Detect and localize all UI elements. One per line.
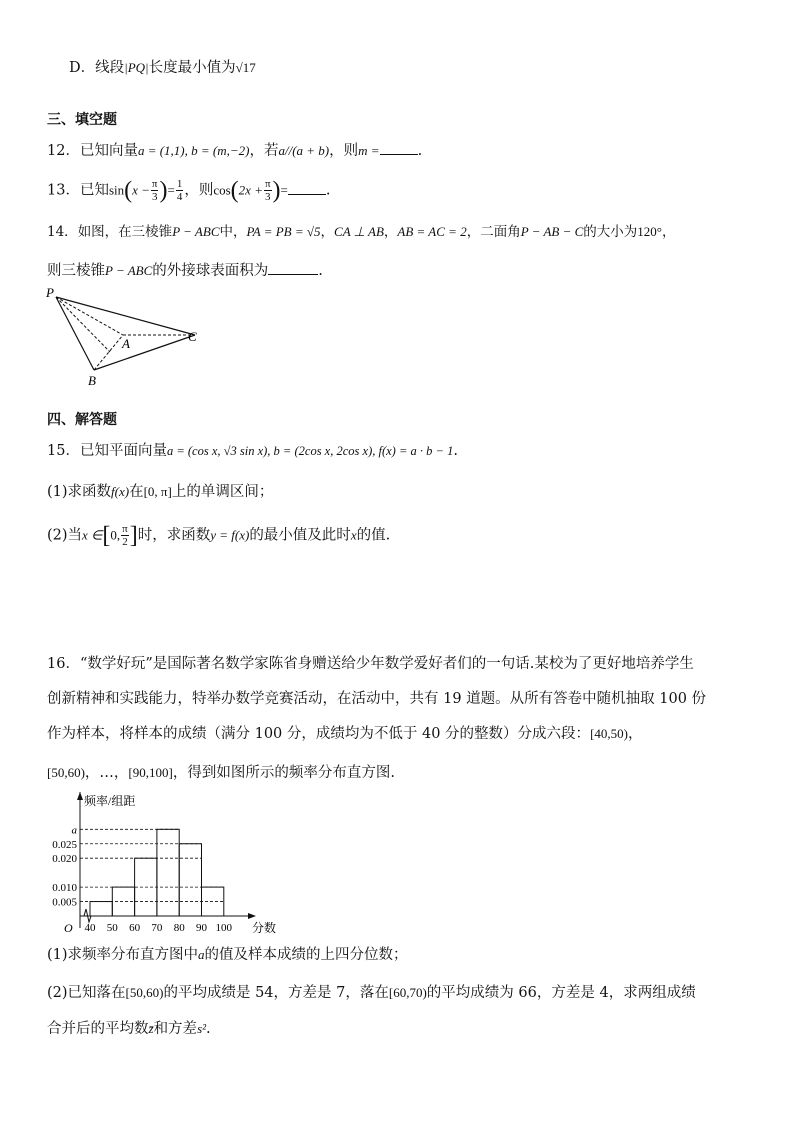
x-axis-label: 分数	[252, 921, 277, 935]
frac-pi-3-b: $\frac{\pi}{3}$	[264, 178, 271, 203]
y-axis-label: 频率/组距	[84, 794, 136, 808]
q11-option-d: D．线段|PQ|长度最小值为√17	[69, 60, 256, 76]
question-15: 15．已知平面向量a = (cos x, √3 sin x), b = (2cos x, 2cos x), f(x) = a · b − 1.	[47, 443, 458, 459]
question-12: 12．已知向量a = (1,1), b = (m,−2)，若a//(a + b)，则m = .	[47, 140, 422, 161]
question-16-part1: (1)求频率分布直方图中a的值及样本成绩的上四分位数；	[47, 947, 408, 963]
label-p: P	[46, 285, 54, 300]
x-tick-label: 50	[106, 922, 118, 934]
histogram-bar	[90, 902, 112, 916]
y-tick-label: 0.020	[52, 853, 77, 866]
label-c: C	[188, 329, 197, 344]
section-4-title: 四、解答题	[47, 412, 117, 428]
question-16-line2: 创新精神和实践能力，特举办数学竞赛活动，在活动中，共有 19 道题。从所有答卷中随机抽取 100 份	[47, 691, 707, 707]
y-tick-label: a	[71, 824, 77, 837]
question-16-part3: 合并后的平均数z̄和方差s².	[47, 1021, 211, 1037]
aux-line	[56, 297, 110, 352]
x-tick-label: 80	[173, 922, 185, 934]
question-15-part2: (2)当x ∈[0, $\frac{\pi}{2}$ ]时，求函数y = f(x)的最小值及此时x的值.	[47, 522, 391, 549]
x-tick-label: 70	[151, 922, 163, 934]
frac-1-4: $\frac{1}{4}$	[176, 178, 183, 203]
section-3-title: 三、填空题	[47, 112, 117, 128]
label-a: A	[122, 336, 130, 351]
question-14-line2: 则三棱锥P − ABC的外接球表面积为 .	[47, 260, 323, 281]
histogram-bar	[157, 829, 179, 916]
question-13: 13．已知sin(x − $\frac{\pi}{3}$ )= $\frac{1}{4}$ ，则cos(2x + $\frac{\pi}{3}$ )= .	[47, 177, 331, 204]
y-tick-label: 0.005	[52, 896, 77, 909]
tetrahedron-figure	[40, 284, 215, 390]
origin-label: O	[64, 921, 73, 935]
x-tick-label: 90	[196, 922, 207, 934]
question-14-line1: 14．如图，在三棱锥P − ABC中，PA = PB = √5，CA ⊥ AB，AB = AC = 2，二面角P − AB − C的大小为120°，	[47, 224, 676, 240]
frac-pi-2: $\frac{\pi}{2}$	[122, 523, 128, 548]
label-b: B	[88, 373, 96, 388]
x-tick-label: 60	[129, 922, 141, 934]
question-16-line4: [50,60)，…，[90,100]，得到如图所示的频率分布直方图.	[47, 765, 395, 781]
edge-pc	[56, 297, 195, 335]
y-tick-label: 0.010	[52, 882, 77, 895]
x-tick-label: 40	[84, 922, 96, 934]
edge-bc	[94, 335, 195, 370]
answer-blank[interactable]	[268, 260, 318, 275]
question-15-part1: (1)求函数f(x)在[0, π]上的单调区间；	[47, 484, 274, 500]
answer-blank[interactable]	[288, 180, 326, 195]
frac-pi-3: $\frac{\pi}{3}$	[151, 178, 158, 203]
x-axis-arrow	[248, 913, 256, 919]
segment-pq: |PQ|	[124, 60, 149, 75]
question-16-part2: (2)已知落在[50,60)的平均成绩是 54，方差是 7，落在[60,70)的平均成绩为 66，方差是 4，求两组成绩	[47, 985, 696, 1001]
y-tick-label: 0.025	[52, 838, 77, 851]
y-axis-arrow	[77, 792, 83, 800]
question-16-line1: 16．“数学好玩”是国际著名数学家陈省身赠送给少年数学爱好者们的一句话.某校为了更好地培养学生	[47, 656, 694, 672]
answer-blank[interactable]	[380, 140, 418, 155]
x-tick-label: 100	[215, 922, 233, 934]
question-16-line3: 作为样本，将样本的成绩（满分 100 分，成绩均为不低于 40 分的整数）分成六段：[40,50)，	[47, 726, 643, 742]
histogram-bar	[179, 844, 201, 916]
frequency-histogram	[40, 792, 280, 940]
